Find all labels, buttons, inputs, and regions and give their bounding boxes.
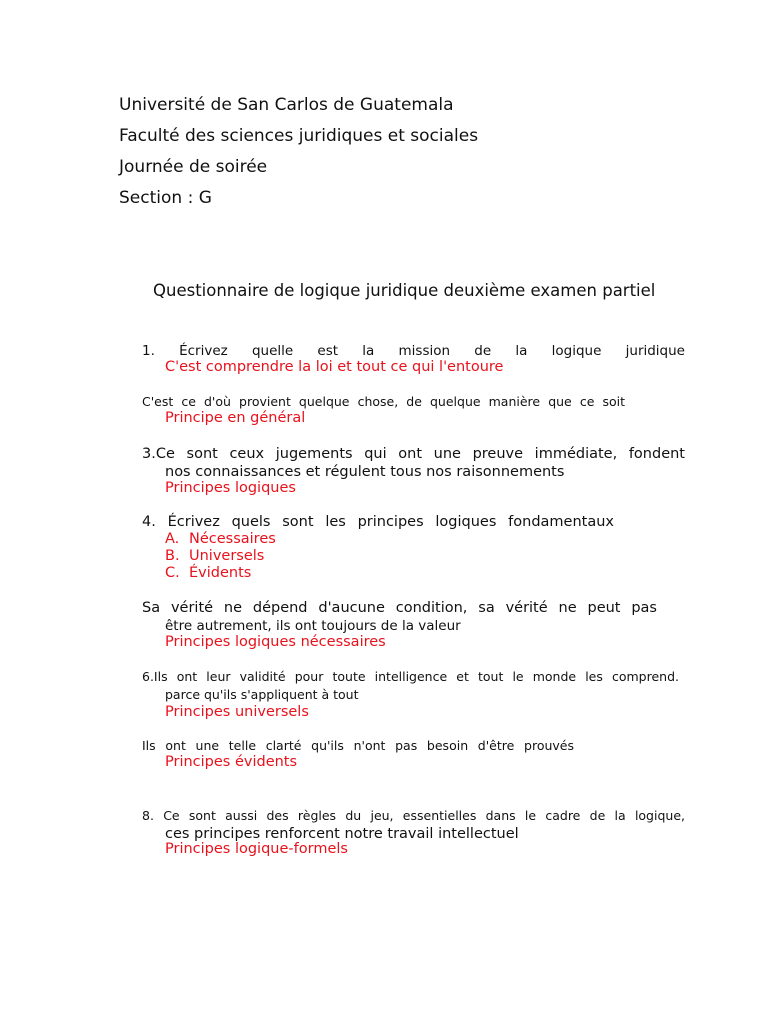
- question-5: [142, 599, 685, 635]
- question-5-text-line1: Sa vérité ne dépend d'aucune condition, sa vérité ne peut pas: [142, 600, 657, 616]
- answer-4-option-c: [165, 565, 251, 581]
- faculty-name: Faculté des sciences juridiques et sociales: [119, 126, 479, 146]
- answer-4-option-b: [165, 548, 264, 564]
- answer-8: Principes logique-formels: [165, 841, 348, 857]
- option-c-letter: C.: [165, 565, 180, 581]
- question-7: [142, 738, 685, 753]
- question-3-text-line1: 3.Ce sont ceux jugements qui ont une preuve immédiate, fondent: [142, 446, 685, 462]
- option-b-letter: B.: [165, 548, 180, 564]
- question-3: [142, 445, 685, 481]
- answer-5: Principes logiques nécessaires: [165, 634, 386, 650]
- question-5-text-line2: être autrement, ils ont toujours de la valeur: [165, 618, 461, 634]
- option-b-text: Universels: [189, 548, 265, 564]
- question-8-text-line1: 8. Ce sont aussi des règles du jeu, essentielles dans le cadre de la logique,: [142, 808, 685, 823]
- question-8: [142, 806, 685, 844]
- university-name: Université de San Carlos de Guatemala: [119, 95, 454, 115]
- option-c-text: Évidents: [189, 565, 252, 581]
- question-2: [142, 394, 685, 409]
- answer-2: Principe en général: [165, 410, 306, 426]
- question-2-text: C'est ce d'où provient quelque chose, de quelque manière que ce soit: [142, 394, 625, 409]
- answer-6: Principes universels: [165, 704, 309, 720]
- question-3-text-line2: nos connaissances et régulent tous nos raisonnements: [165, 464, 565, 480]
- answer-4-option-a: [165, 531, 276, 547]
- question-1: [142, 343, 685, 359]
- option-a-letter: A.: [165, 531, 180, 547]
- question-8-text-line2: ces principes renforcent notre travail intellectuel: [165, 826, 519, 842]
- question-6: [142, 668, 685, 704]
- questionnaire-title: Questionnaire de logique juridique deuxième examen partiel: [153, 281, 656, 300]
- schedule-label: Journée de soirée: [119, 157, 268, 177]
- answer-3: Principes logiques: [165, 480, 296, 496]
- answer-7: Principes évidents: [165, 754, 298, 770]
- question-1-text: 1. Écrivez quelle est la mission de la logique juridique: [142, 343, 685, 359]
- question-4-text: 4. Écrivez quels sont les principes logiques fondamentaux: [142, 514, 614, 530]
- question-6-text-line2: parce qu'ils s'appliquent à tout: [165, 687, 359, 702]
- question-6-text-line1: 6.Ils ont leur validité pour toute intelligence et tout le monde les comprend.: [142, 669, 679, 684]
- option-a-text: Nécessaires: [189, 531, 276, 547]
- answer-1: C'est comprendre la loi et tout ce qui l'entoure: [165, 359, 504, 375]
- section-label: Section : G: [119, 188, 212, 208]
- question-7-text: Ils ont une telle clarté qu'ils n'ont pas besoin d'être prouvés: [142, 738, 574, 753]
- question-4: [142, 514, 685, 530]
